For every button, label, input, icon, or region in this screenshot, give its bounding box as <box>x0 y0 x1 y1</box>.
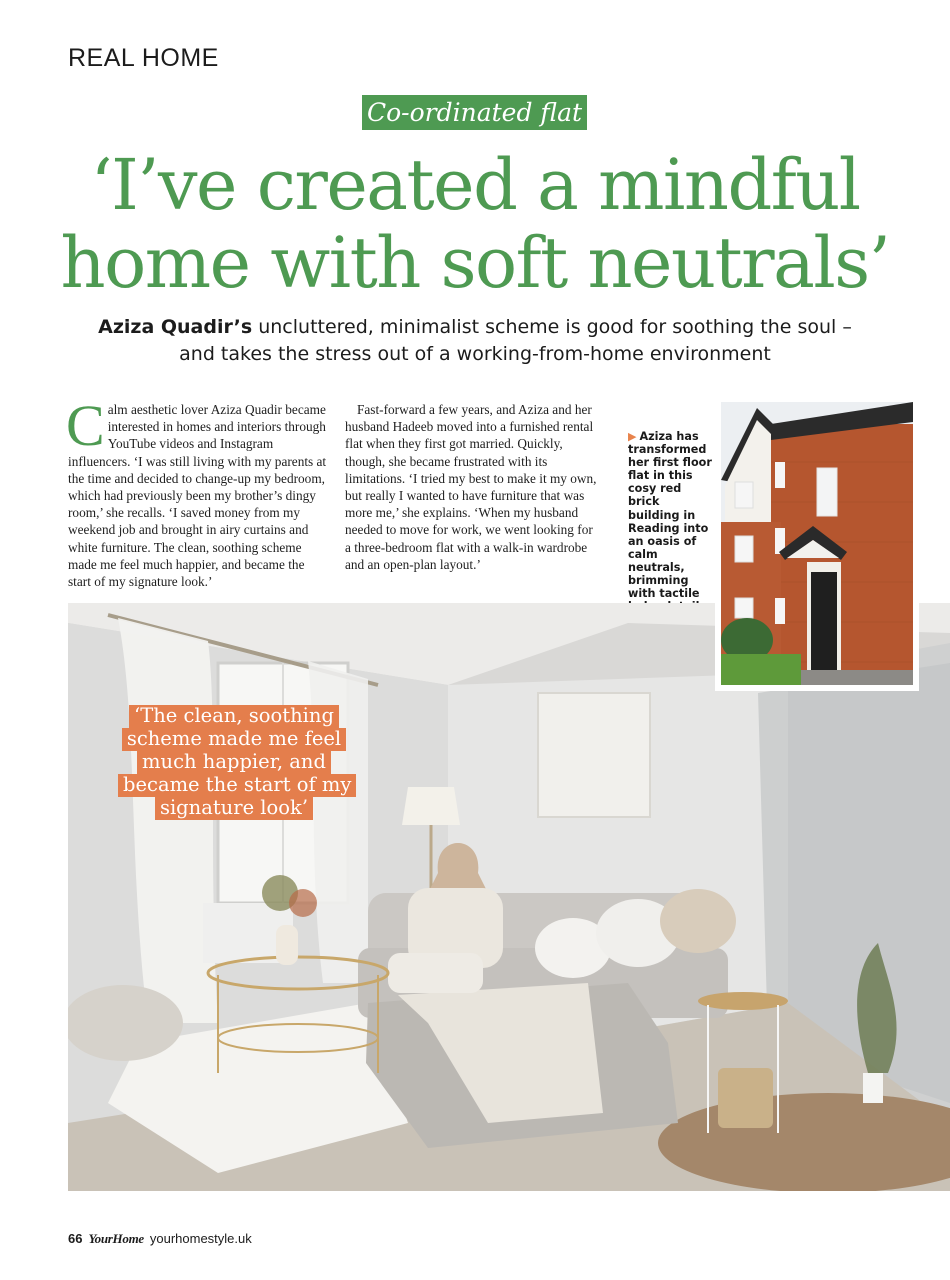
pull-quote-line: much happier, and <box>137 751 331 774</box>
body-column-2 <box>345 401 600 573</box>
building-photo <box>715 396 919 691</box>
website-url: yourhomestyle.uk <box>149 1231 252 1246</box>
body-column-1-text: alm aesthetic lover Aziza Quadir became interested in homes and interiors through YouTube videos and Instagram influencers. ‘I was still living with my parents at the time and decided to change-up my bedroom, which had previously been my brother’s dingy room,’ she recalls. ‘I saved money from my weekend job and brought in airy curtains and white furniture. The clean, soothing scheme made me feel much happier, and became the start of my signature look.’ <box>68 402 327 590</box>
pull-quote <box>118 705 350 820</box>
section-label: REAL HOME <box>68 44 219 72</box>
standfirst-line-1-rest: uncluttered, minimalist scheme is good for soothing the soul – <box>252 316 852 338</box>
drop-cap: C <box>66 393 105 458</box>
caption-text: Aziza has transformed her first floor flat in this cosy red brick building in Reading into an oasis of calm neutrals, brimming with tactile <box>628 430 712 601</box>
magazine-logo: YourHome <box>88 1231 144 1246</box>
pull-quote-line: became the start of my <box>118 774 356 797</box>
standfirst-line-1 <box>70 314 880 341</box>
headline <box>20 146 930 302</box>
building-illustration <box>721 402 913 685</box>
standfirst <box>70 314 880 368</box>
standfirst-line-2: and takes the stress out of a working-from-home environment <box>179 343 771 365</box>
living-room-illustration <box>68 603 950 1191</box>
living-room-photo <box>68 603 950 1191</box>
page-number: 66 <box>68 1231 83 1246</box>
kicker-banner: Co-ordinated flat <box>362 95 587 130</box>
body-column-2-text: Fast-forward a few years, and Aziza and her husband Hadeeb moved into a furnished rental flat when they first got married. Quickly, though, she became frustrated with its limitations. ‘I tried my best to make it my own, but really I wanted to have furniture that was more me,’ she explains. ‘When my husband needed to move for work, we went looking for a three-bedroom flat with a walk-in wardrobe and an open-plan layout.’ <box>345 402 597 572</box>
pull-quote-line: ‘The clean, soothing <box>129 705 339 728</box>
page-footer <box>68 1231 252 1247</box>
pull-quote-line: scheme made me feel <box>122 728 346 751</box>
headline-line-1: ‘I’ve created a mindful <box>90 144 860 226</box>
pull-quote-line: signature look’ <box>155 797 313 820</box>
headline-line-2: home with soft neutrals’ <box>60 222 890 304</box>
body-column-1 <box>66 393 330 590</box>
caption-arrow-icon: ▶ <box>628 430 637 443</box>
photo-caption <box>628 430 712 613</box>
standfirst-name: Aziza Quadir’s <box>98 316 253 338</box>
